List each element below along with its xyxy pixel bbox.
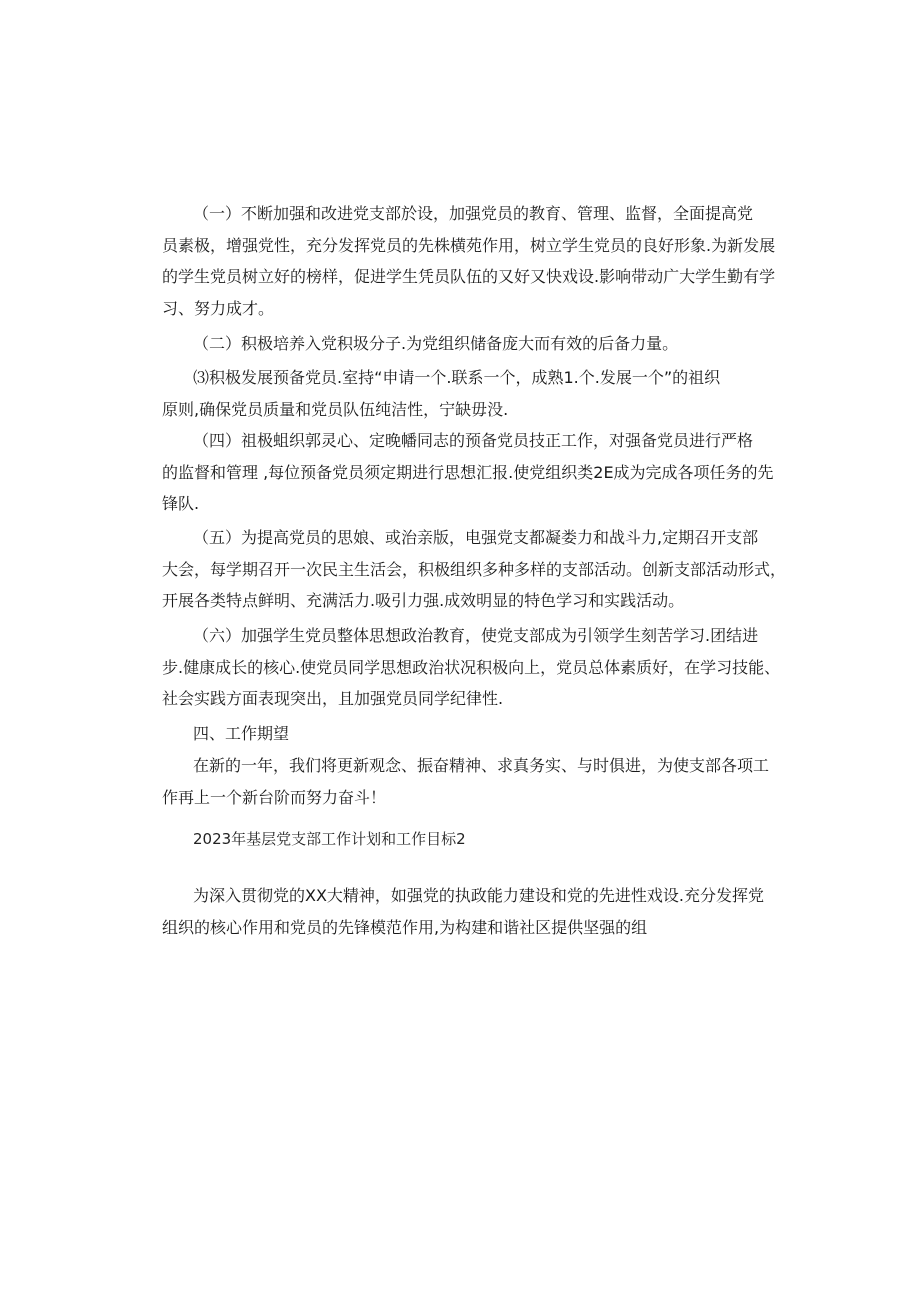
final-paragraph xyxy=(162,880,765,943)
section-heading: 四、工作期望 xyxy=(193,724,290,743)
paragraph-6 xyxy=(162,620,781,715)
paragraph-line: 在新的一年，我们将更新观念、振奋精神、求真务实、与时俱进，为使支部各项工 xyxy=(193,756,770,775)
paragraph-line: 原则,确保党员质量和党员队伍纯洁性，宁缺毋没. xyxy=(162,399,509,419)
paragraph-line: 为深入贯彻党的XX大精神，如强党的执政能力建设和党的先进性戏设.充分发挥党 xyxy=(193,886,765,905)
paragraph-line: （二）积极培养入党积圾分子.为党组织储备庞大而有效的后备力量。 xyxy=(193,334,679,353)
paragraph-3 xyxy=(162,362,760,425)
paragraph-line: 习、努力成才。 xyxy=(162,298,275,318)
paragraph-line: 的学生党员树立好的榜样，促进学生凭员队伍的又好又快戏设.影响带动广大学生勤有学 xyxy=(162,267,776,286)
paragraph-line: 步.健康成长的核心.使党员同学思想政治状况积极向上，党员总体素质好，在学习技能、 xyxy=(162,657,781,677)
paragraph-line: 作再上一个新台阶而努力奋斗！ xyxy=(162,787,387,807)
paragraph-2 xyxy=(162,328,760,360)
paragraph-line: （五）为提高党员的思娘、或治亲版，电强党支都凝娄力和战斗力,定期召开支部 xyxy=(193,528,759,547)
document-subtitle: 2023年基层党支部工作计划和工作目标2 xyxy=(193,830,466,848)
paragraph-4 xyxy=(162,425,774,520)
paragraph-line: （四）祖极蛆织郭灵心、定晚幡同志的预备党员技正工作，对强备党员进行严格 xyxy=(193,431,754,450)
paragraph-line: 社会实践方面表现突出，且加强党员同学纪律性. xyxy=(162,689,504,708)
paragraph-1 xyxy=(162,198,776,324)
paragraph-line: ⑶积极发展预备党员.室持“申请一个.联系一个，成熟1.个.发展一个”的祖织 xyxy=(193,368,721,387)
paragraph-line: 大会，每学期召开一次民主生活会，积极组织多种多样的支部活动。创新支部活动形式， xyxy=(162,559,787,579)
paragraph-5 xyxy=(162,522,787,617)
paragraph-line: 组织的核心作用和党员的先锋模范作用,为构建和谐社区提供坚强的组 xyxy=(162,917,648,937)
paragraph-line: 员素极，增强党性，充分发挥党员的先株横苑作用，树立学生党员的良好形象.为新发展 xyxy=(162,235,776,255)
paragraph-line: 的监督和管理 ,每位预备党员须定期进行思想汇报.使党组织类2E成为完成各项任务的先 xyxy=(162,462,774,482)
paragraph-line: （六）加强学生党员整体思想政治教育，使党支部成为引领学生刻苦学习.团结进 xyxy=(193,626,759,645)
closing-paragraph xyxy=(162,750,770,813)
paragraph-line: （一）不断加强和改进党支部於设，加强党员的教育、管理、监督，全面提高党 xyxy=(193,204,754,223)
paragraph-line: 开展各类特点鲜明、充满活力.吸引力强.成效明显的特色学习和实践活动。 xyxy=(162,591,685,610)
paragraph-line: 锋队. xyxy=(162,494,200,513)
